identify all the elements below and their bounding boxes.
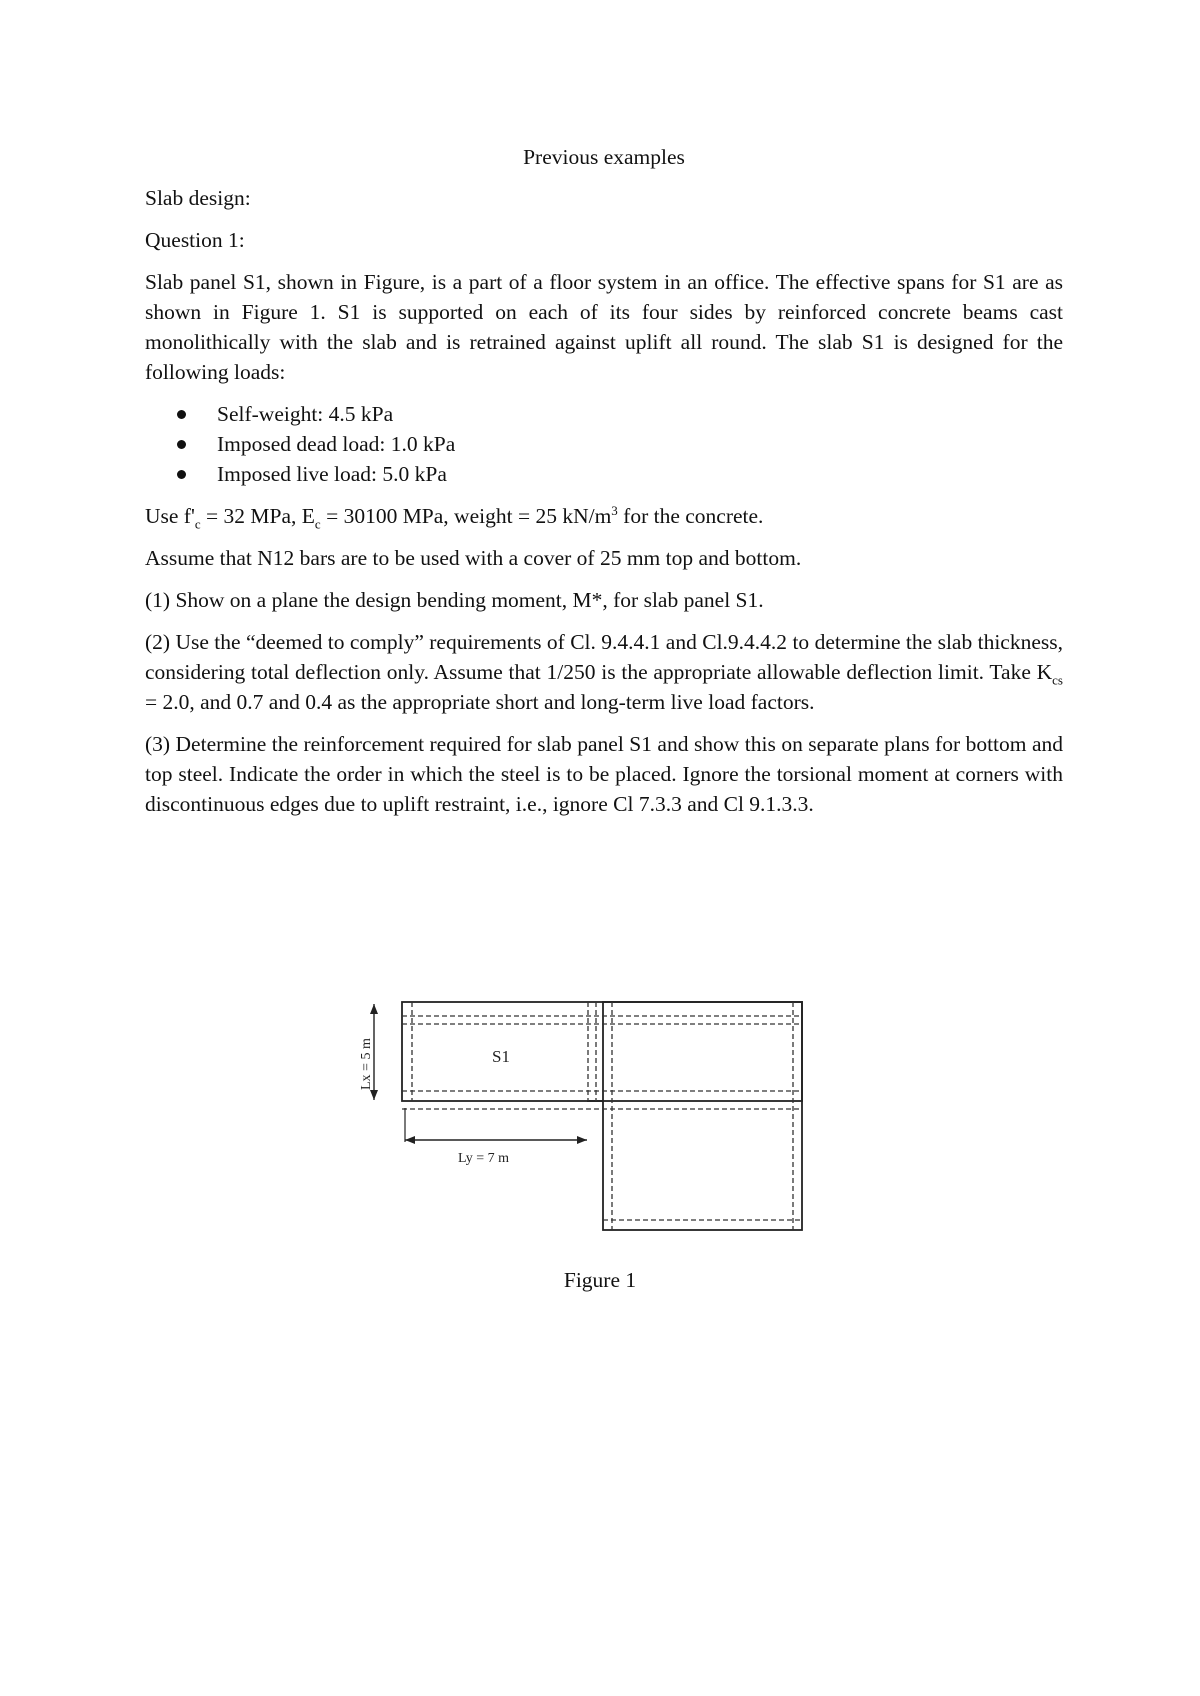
materials-fc-value: = 32 MPa, E <box>200 504 315 528</box>
part-1: (1) Show on a plane the design bending moment, M*, for slab panel S1. <box>145 588 764 612</box>
lx-arrow-bottom-icon <box>370 1090 378 1100</box>
load-list <box>145 399 1063 489</box>
beam-dashed-lines <box>402 1002 802 1230</box>
unit-superscript: 3 <box>611 502 618 518</box>
materials-ec-value: = 30100 MPa, weight = 25 kN/m <box>320 504 612 528</box>
document-body <box>145 142 1063 831</box>
part-2 <box>145 627 1063 717</box>
materials-use: Use f' <box>145 504 195 528</box>
section-heading: Slab design: <box>145 186 251 210</box>
fc-subscript: c <box>194 516 201 532</box>
ly-dimension-label: Ly = 7 m <box>458 1151 510 1166</box>
panel-label-s1: S1 <box>492 1047 510 1066</box>
part-3: (3) Determine the reinforcement required for slab panel S1 and show this on separate plans for bottom and top steel. Indicate the order in which the steel is to be placed. Ignore the torsional moment at corners with discontinuous edges due to uplift restraint, i.e., ignore Cl 7.3.3 and Cl 9.1.3.3. <box>145 732 1063 816</box>
ly-arrow-right-icon <box>577 1136 587 1144</box>
load-item <box>217 429 1063 459</box>
part-2-text-after: = 2.0, and 0.7 and 0.4 as the appropriate short and long-term live load factors. <box>145 690 815 714</box>
load-item-text: Imposed dead load: 1.0 kPa <box>217 432 456 456</box>
load-item <box>217 459 1063 489</box>
bullet-icon <box>177 470 186 479</box>
question-heading: Question 1: <box>145 228 245 252</box>
load-item-text: Self-weight: 4.5 kPa <box>217 402 394 426</box>
bullet-icon <box>177 440 186 449</box>
slab-plan-diagram <box>350 990 870 1240</box>
slab-panel-s1-outline <box>402 1002 802 1101</box>
page-title: Previous examples <box>523 145 685 169</box>
materials-tail: for the concrete. <box>617 504 764 528</box>
figure-caption: Figure 1 <box>563 1268 637 1292</box>
slab-panel-right-outline <box>603 1002 802 1230</box>
lx-dimension-label: Lx = 5 m <box>359 1038 374 1090</box>
bar-assumption: Assume that N12 bars are to be used with a cover of 25 mm top and bottom. <box>145 546 802 570</box>
kcs-subscript: cs <box>1052 672 1063 688</box>
ec-subscript: c <box>314 516 321 532</box>
load-item <box>217 399 1063 429</box>
part-2-text-before: (2) Use the “deemed to comply” requirements of Cl. 9.4.4.1 and Cl.9.4.4.2 to determine the slab thickness, considering total deflection only. Assume that 1/250 is the appropriate allowable deflection limit. Take K <box>145 630 1063 684</box>
material-properties <box>145 501 1063 531</box>
slab-figure <box>350 990 870 1240</box>
ly-arrow-left-icon <box>405 1136 415 1144</box>
bullet-icon <box>177 410 186 419</box>
question-intro: Slab panel S1, shown in Figure, is a part of a floor system in an office. The effective spans for S1 are as shown in Figure 1. S1 is supported on each of its four sides by reinforced concrete beams cast monolithically with the slab and is retrained against uplift all round. The slab S1 is designed for the following loads: <box>145 270 1063 384</box>
lx-arrow-top-icon <box>370 1004 378 1014</box>
load-item-text: Imposed live load: 5.0 kPa <box>217 462 447 486</box>
